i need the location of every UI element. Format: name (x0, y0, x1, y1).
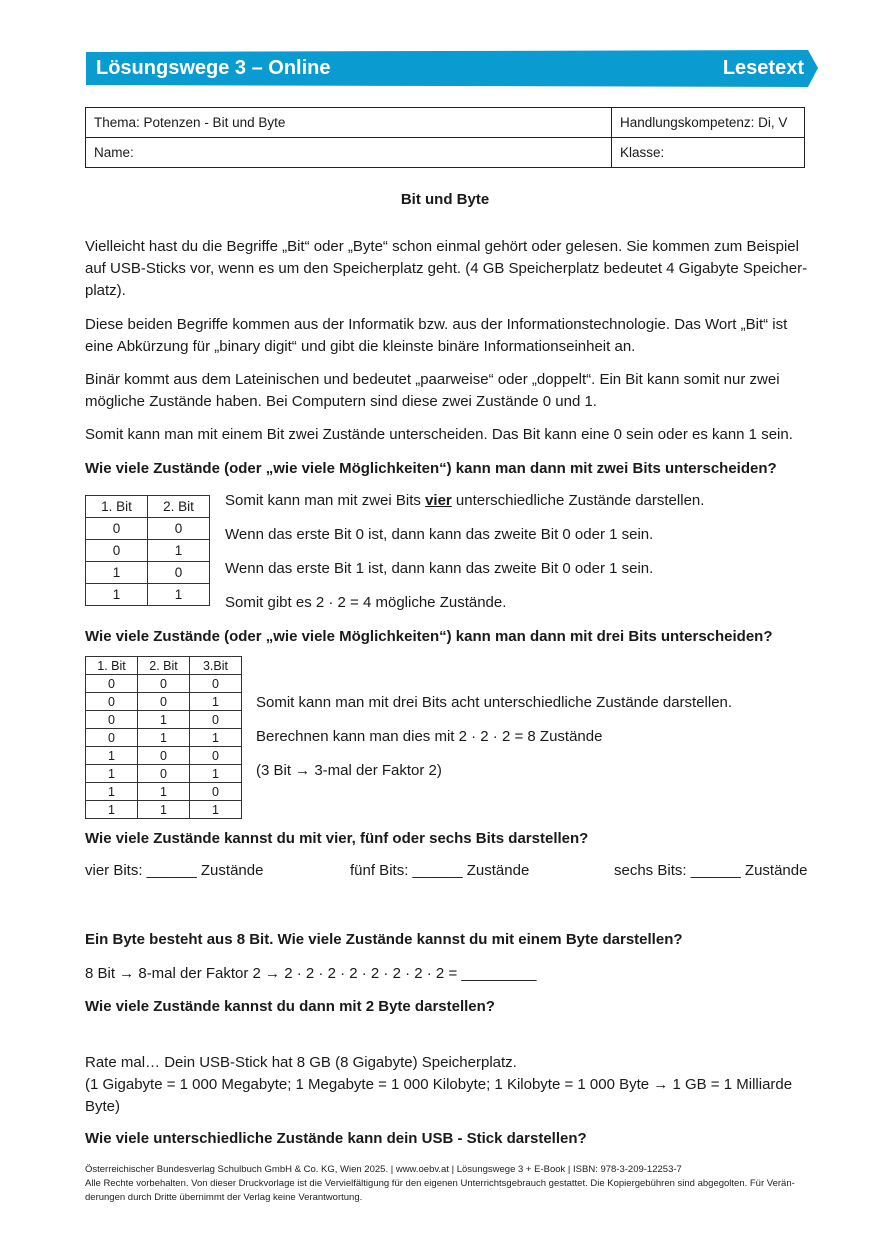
table-cell: 1 (86, 801, 138, 819)
table-cell: 0 (190, 711, 242, 729)
question-byte: Ein Byte besteht aus 8 Bit. Wie viele Zustände kannst du mit einem Byte darstellen? (85, 931, 683, 948)
intro-p2-line2: eine Abkürzung für „binary digit“ und gibt die kleinste binäre Informationseinheit an. (85, 338, 636, 355)
header-banner (86, 50, 818, 87)
table-cell: 0 (138, 675, 190, 693)
question-four-five-six: Wie viele Zustände kannst du mit vier, fünf oder sechs Bits darstellen? (85, 830, 589, 847)
two-bits-sentence-2: Wenn das erste Bit 0 ist, dann kann das zweite Bit 0 oder 1 sein. (225, 526, 654, 543)
table-cell: 1 (148, 584, 210, 606)
table-cell: 0 (190, 747, 242, 765)
table-header: 2. Bit (148, 496, 210, 518)
answer-six-bits[interactable]: sechs Bits: ______ Zustände (614, 862, 808, 879)
footer-line3: derungen durch Dritte übernimmt der Verlag keine Verantwortung. (85, 1192, 363, 1203)
two-bits-sentence-1 (225, 492, 704, 509)
table-cell: 1 (86, 783, 138, 801)
two-bit-table (85, 495, 210, 606)
table-cell: 1 (86, 747, 138, 765)
intro-paragraph-2 (85, 314, 810, 358)
intro-p3-line1: Binär kommt aus dem Lateinischen und bedeutet „paarweise“ oder „doppelt“. Ein Bit kann somit nur zwei (85, 371, 780, 388)
table-cell: 0 (86, 729, 138, 747)
table-cell: 0 (86, 711, 138, 729)
table-cell: 1 (86, 765, 138, 783)
intro-p1-line2: auf USB-Sticks vor, wenn es um den Speicherplatz geht. (4 GB Speicherplatz bedeutet 4 Gigabyte Speicher- (85, 260, 808, 277)
usb-line2: (1 Gigabyte = 1 000 Megabyte; 1 Megabyte = 1 000 Kilobyte; 1 Kilobyte = 1 000 Byte → 1 GB = 1 Milliarde (85, 1076, 793, 1093)
emphasis-vier: vier (425, 492, 452, 509)
table-cell: 1 (138, 801, 190, 819)
table-cell: 0 (138, 693, 190, 711)
table-cell: 0 (138, 747, 190, 765)
text-fragment: Somit kann man mit zwei Bits (225, 492, 426, 509)
question-usb: Wie viele unterschiedliche Zustände kann dein USB - Stick darstellen? (85, 1130, 587, 1147)
table-header: 1. Bit (86, 496, 148, 518)
answer-five-bits[interactable]: fünf Bits: ______ Zustände (350, 862, 530, 879)
two-bits-sentence-4: Somit gibt es 2 · 2 = 4 mögliche Zustände. (225, 594, 507, 611)
two-bits-sentence-3: Wenn das erste Bit 1 ist, dann kann das zweite Bit 0 oder 1 sein. (225, 560, 654, 577)
table-cell: 0 (190, 675, 242, 693)
info-table (85, 107, 805, 168)
table-cell: 1 (190, 801, 242, 819)
intro-p3-line2: mögliche Zustände haben. Bei Computern sind diese zwei Zustände 0 und 1. (85, 393, 597, 410)
table-cell: 1 (190, 693, 242, 711)
name-cell[interactable]: Name: (86, 138, 612, 168)
usb-line1: Rate mal… Dein USB-Stick hat 8 GB (8 Gigabyte) Speicherplatz. (85, 1054, 517, 1071)
footer-line2: Alle Rechte vorbehalten. Von dieser Druckvorlage ist die Vervielfältigung für den eigenen Unterrichtsgebrauch gestattet. Die Kopiergebühren sind abgegolten. Für Verän- (85, 1178, 795, 1189)
table-cell: 1 (86, 562, 148, 584)
question-two-bits: Wie viele Zustände (oder „wie viele Möglichkeiten“) kann man dann mit zwei Bits unterscheiden? (85, 460, 777, 477)
table-cell: 1 (138, 783, 190, 801)
table-cell: 0 (148, 518, 210, 540)
table-cell: 1 (190, 765, 242, 783)
table-header: 2. Bit (138, 657, 190, 675)
table-header: 3.Bit (190, 657, 242, 675)
table-cell: 0 (86, 540, 148, 562)
table-header: 1. Bit (86, 657, 138, 675)
usb-line3: Byte) (85, 1098, 121, 1115)
table-cell: 0 (86, 693, 138, 711)
kompetenz-cell: Handlungskompetenz: Di, V (612, 108, 805, 138)
footer (85, 1163, 810, 1205)
byte-calculation[interactable]: 8 Bit → 8-mal der Faktor 2 → 2 · 2 · 2 · 2 · 2 · 2 · 2 · 2 = _________ (85, 965, 537, 982)
klasse-cell[interactable]: Klasse: (612, 138, 805, 168)
thema-cell: Thema: Potenzen - Bit und Byte (86, 108, 612, 138)
intro-paragraph-1 (85, 236, 810, 302)
page-title: Bit und Byte (400, 191, 490, 208)
table-cell: 0 (148, 562, 210, 584)
question-two-byte: Wie viele Zustände kannst du dann mit 2 Byte darstellen? (85, 998, 495, 1015)
table-cell: 0 (86, 518, 148, 540)
three-bit-table (85, 656, 242, 819)
question-three-bits: Wie viele Zustände (oder „wie viele Möglichkeiten“) kann man dann mit drei Bits unterscheiden? (85, 628, 773, 645)
table-cell: 1 (138, 711, 190, 729)
intro-paragraph-3 (85, 369, 810, 413)
footer-line1: Österreichischer Bundesverlag Schulbuch GmbH & Co. KG, Wien 2025. | www.oebv.at | Lösungswege 3 + E-Book | ISBN: 978-3-209-12253-7 (85, 1164, 682, 1175)
intro-p1-line3: platz). (85, 282, 126, 299)
table-cell: 1 (138, 729, 190, 747)
intro-p2-line1: Diese beiden Begriffe kommen aus der Informatik bzw. aus der Informationstechnologie. Das Wort „Bit“ ist (85, 316, 788, 333)
table-cell: 0 (138, 765, 190, 783)
three-bits-sentence-3: (3 Bit → 3-mal der Faktor 2) (256, 762, 442, 779)
table-cell: 1 (86, 584, 148, 606)
usb-paragraph (85, 1052, 810, 1118)
table-cell: 1 (148, 540, 210, 562)
three-bits-sentence-1: Somit kann man mit drei Bits acht unterschiedliche Zustände darstellen. (256, 694, 733, 711)
intro-paragraph-4: Somit kann man mit einem Bit zwei Zustände unterscheiden. Das Bit kann eine 0 sein oder es kann 1 sein. (85, 426, 793, 443)
three-bits-sentence-2: Berechnen kann man dies mit 2 · 2 · 2 = 8 Zustände (256, 728, 603, 745)
text-fragment: unterschiedliche Zustände darstellen. (451, 492, 705, 509)
table-cell: 0 (86, 675, 138, 693)
table-cell: 0 (190, 783, 242, 801)
header-title: Lösungswege 3 – Online (96, 57, 331, 79)
header-type: Lesetext (722, 57, 804, 79)
answer-four-bits[interactable]: vier Bits: ______ Zustände (85, 862, 264, 879)
intro-p1-line1: Vielleicht hast du die Begriffe „Bit“ oder „Byte“ schon einmal gehört oder gelesen. Sie kommen zum Beispiel (85, 238, 799, 255)
table-cell: 1 (190, 729, 242, 747)
